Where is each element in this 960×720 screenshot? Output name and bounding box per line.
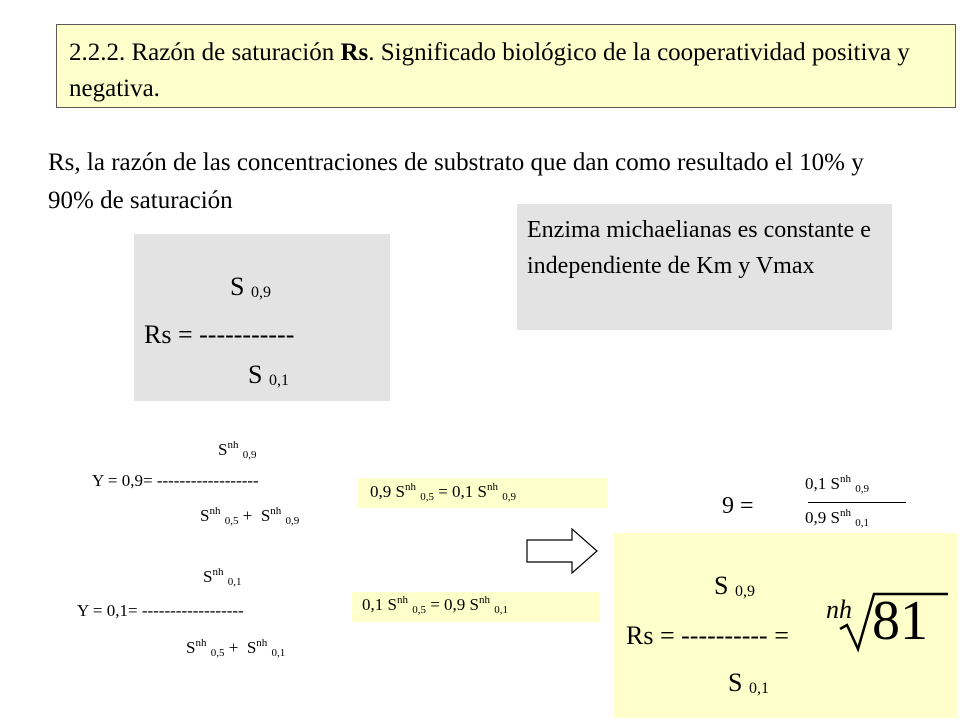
equation-box-2 [352,592,600,622]
root-index: nh [826,595,852,624]
title-text-2: . Significado biológico de la cooperatividad positiva y negativa. [69,39,910,102]
nine-denominator: 0,9 $S^{nh}$ 0,1 [805,507,869,529]
result-lhs: Rs = ---------- = [626,621,789,650]
rs-lhs: Rs = ----------- [144,320,295,349]
result-box [614,533,958,718]
nine-lhs: 9 = [722,493,754,519]
title-box [56,24,956,108]
eq2-denominator: $S^{nh}$ $0,5 + S^{nh}$ 0,1 [186,637,286,659]
note-text: Enzima michaelianas es constante e independiente de Km y Vmax [527,217,871,279]
note-box [517,204,892,330]
nine-numerator: 0,1 $S^{nh}$ 0,9 [805,473,869,495]
intro-text: Rs, la razón de las concentraciones de substrato que dan como resultado el 10% y 90% de saturación [48,149,864,214]
result-denominator: S 0,1 [728,668,769,697]
right-arrow-icon [526,528,598,574]
rs-denominator: S 0,1 [248,360,289,389]
nine-fraction-bar [808,502,906,503]
equation-box-2-text: 0,1 $S^{nh}$ 0,5 = 0,9 $S^{nh}$ 0,1 [362,594,509,616]
radicand: 81 [872,590,928,652]
rs-formula-box [134,234,390,401]
equation-box-1 [358,478,608,508]
equation-box-1-text: 0,9 $S^{nh}$ 0,5 = 0,1 $S^{nh}$ 0,9 [370,481,517,503]
eq2-numerator: $S^{nh}$ 0,1 [203,566,242,588]
result-numerator: S 0,9 [714,571,755,600]
title-text-1: 2.2.2. Razón de saturación [69,39,341,66]
title-bold: Rs [340,39,369,66]
eq1-lhs: Y = 0,9= ------------------ [92,471,259,490]
rs-numerator: S 0,9 [230,272,271,301]
eq1-numerator: $S^{nh}$ 0,9 [218,439,257,461]
eq2-lhs: Y = 0,1= ------------------ [77,601,244,620]
eq1-denominator: $S^{nh}$ $0,5 + S^{nh}$ 0,9 [200,505,300,527]
